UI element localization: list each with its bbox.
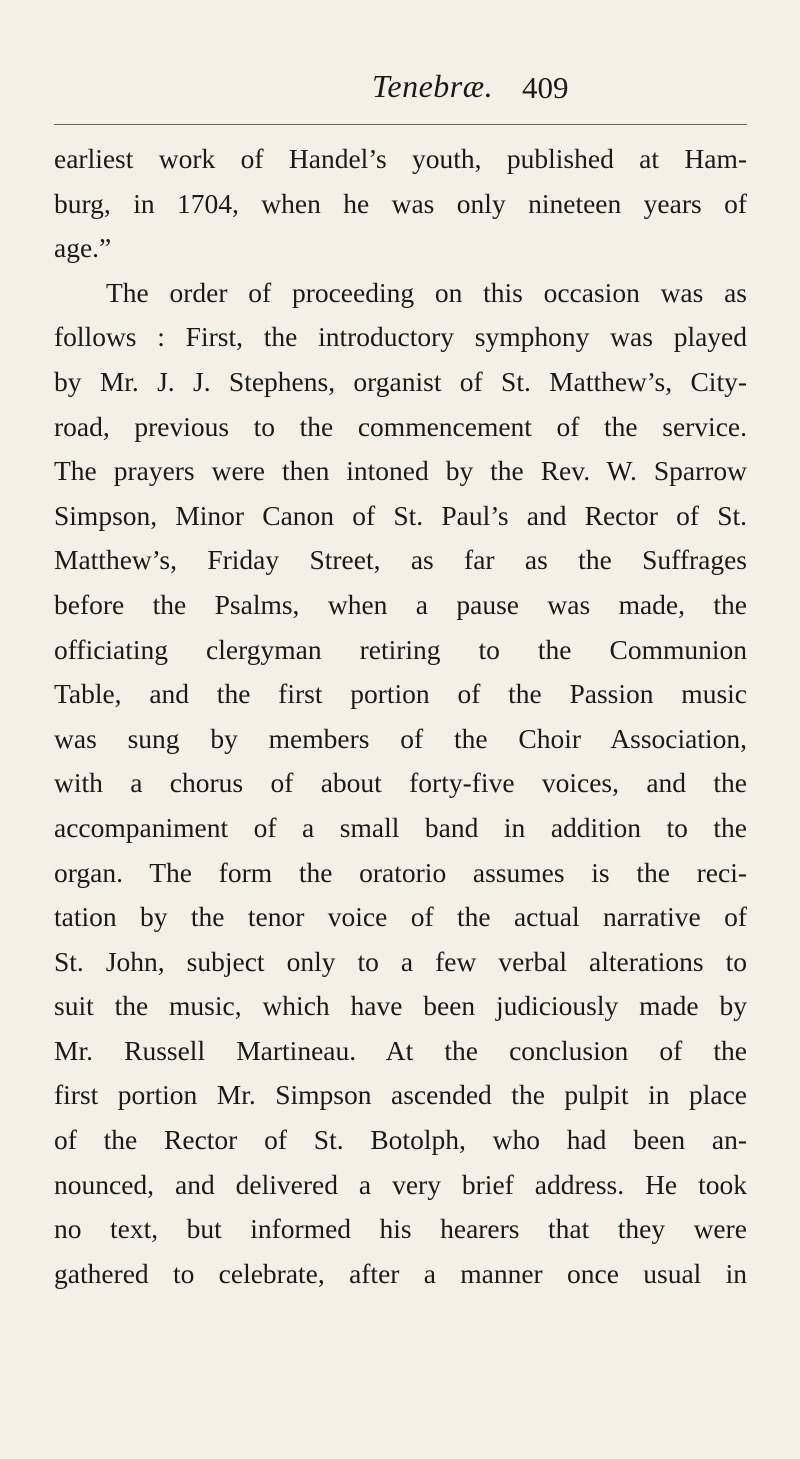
text-line: organ. The form the oratorio assumes is the reci- xyxy=(54,856,747,888)
body-text xyxy=(54,137,747,1296)
text-line: accompaniment of a small band in addition to the xyxy=(54,811,747,843)
text-line: first portion Mr. Simpson ascended the pulpit in place xyxy=(54,1079,747,1111)
text-line: road, previous to the commencement of the service. xyxy=(54,410,747,442)
text-line: Matthew’s, Friday Street, as far as the Suffrages xyxy=(54,544,747,576)
page-header xyxy=(0,68,800,118)
text-line: gathered to celebrate, after a manner once usual in xyxy=(54,1257,747,1289)
text-line: follows : First, the introductory symphony was played xyxy=(54,321,747,353)
text-line: officiating clergyman retiring to the Communion xyxy=(54,633,747,665)
text-line: The prayers were then intoned by the Rev. W. Sparrow xyxy=(54,455,747,487)
text-line: by Mr. J. J. Stephens, organist of St. Matthew’s, City- xyxy=(54,365,747,397)
text-line: nounced, and delivered a very brief address. He took xyxy=(54,1168,747,1200)
text-line: with a chorus of about forty-five voices, and the xyxy=(54,767,747,799)
text-line: was sung by members of the Choir Association, xyxy=(54,722,747,754)
text-line: no text, but informed his hearers that they were xyxy=(54,1213,747,1245)
page-number: 409 xyxy=(522,70,569,105)
text-line: suit the music, which have been judiciously made by xyxy=(54,990,747,1022)
text-line: burg, in 1704, when he was only nineteen years of xyxy=(54,187,747,219)
text-line: of the Rector of St. Botolph, who had been an- xyxy=(54,1124,747,1156)
text-line: Mr. Russell Martineau. At the conclusion of the xyxy=(54,1034,747,1066)
text-line: The order of proceeding on this occasion was as xyxy=(106,276,747,308)
header-rule xyxy=(54,124,747,125)
text-line: age.” xyxy=(54,232,112,264)
text-line: Table, and the first portion of the Passion music xyxy=(54,678,747,710)
text-line: tation by the tenor voice of the actual narrative of xyxy=(54,901,747,933)
text-line: earliest work of Handel’s youth, published at Ham- xyxy=(54,143,747,174)
text-line: Simpson, Minor Canon of St. Paul’s and Rector of St. xyxy=(54,499,747,531)
text-line: before the Psalms, when a pause was made, the xyxy=(54,588,747,620)
text-line: St. John, subject only to a few verbal alterations to xyxy=(54,945,747,977)
running-title: Tenebræ. xyxy=(372,68,494,104)
